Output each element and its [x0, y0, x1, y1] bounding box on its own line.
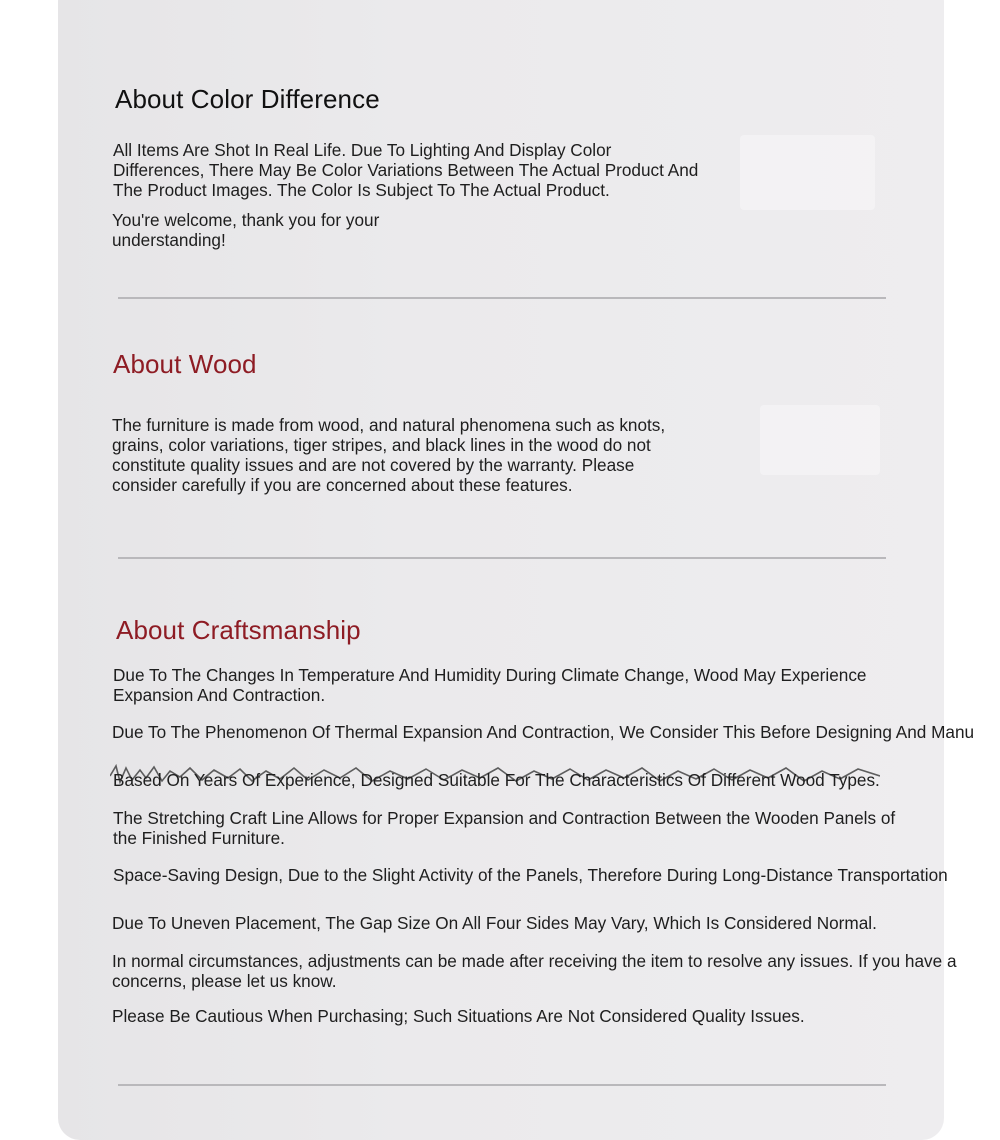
- craft-paragraph-5: Space-Saving Design, Due to the Slight Activity of the Panels, Therefore During Long-Distance Transportation: [113, 865, 948, 885]
- text-line: The Product Images. The Color Is Subject To The Actual Product.: [113, 180, 610, 200]
- text-line: Expansion And Contraction.: [113, 685, 326, 705]
- craft-paragraph-7: [112, 951, 957, 991]
- heading-about-wood: About Wood: [113, 349, 257, 379]
- craft-paragraph-2: Due To The Phenomenon Of Thermal Expansion And Contraction, We Consider This Before Designing And Manu: [112, 722, 975, 742]
- text-line: the Finished Furniture.: [113, 828, 285, 848]
- text-line: understanding!: [112, 230, 226, 250]
- heading-about-craftsmanship: About Craftsmanship: [116, 615, 361, 645]
- text-line: grains, color variations, tiger stripes, and black lines in the wood do not: [112, 435, 651, 455]
- section-divider: [118, 297, 886, 299]
- text-line: The Stretching Craft Line Allows for Proper Expansion and Contraction Between the Wooden Panels of: [113, 808, 896, 828]
- text-line: constitute quality issues and are not covered by the warranty. Please: [112, 455, 635, 475]
- text-line: The furniture is made from wood, and natural phenomena such as knots,: [112, 415, 666, 435]
- craft-paragraph-1: [113, 665, 866, 705]
- background-smudge: [740, 135, 875, 210]
- heading-color-difference: About Color Difference: [115, 84, 380, 114]
- text-line: You're welcome, thank you for your: [112, 210, 380, 230]
- text-line: concerns, please let us know.: [112, 971, 337, 991]
- thanks-text: [112, 210, 379, 250]
- craft-paragraph-3: Based On Years Of Experience, Designed Suitable For The Characteristics Of Different Wood Types.: [113, 770, 880, 790]
- text-line: Differences, There May Be Color Variations Between The Actual Product And: [113, 160, 699, 180]
- color-difference-text: [113, 140, 698, 200]
- craft-paragraph-6: Due To Uneven Placement, The Gap Size On All Four Sides May Vary, Which Is Considered Normal.: [112, 913, 877, 933]
- text-line: consider carefully if you are concerned about these features.: [112, 475, 573, 495]
- text-line: Due To The Changes In Temperature And Humidity During Climate Change, Wood May Experience: [113, 665, 867, 685]
- craft-paragraph-8: Please Be Cautious When Purchasing; Such Situations Are Not Considered Quality Issues.: [112, 1006, 805, 1026]
- section-divider: [118, 1084, 886, 1086]
- section-divider: [118, 557, 886, 559]
- craft-paragraph-4: [113, 808, 895, 848]
- text-line: In normal circumstances, adjustments can be made after receiving the item to resolve any issues. If you have a: [112, 951, 957, 971]
- text-line: All Items Are Shot In Real Life. Due To Lighting And Display Color: [113, 140, 612, 160]
- background-smudge: [760, 405, 880, 475]
- wood-text: [112, 415, 665, 495]
